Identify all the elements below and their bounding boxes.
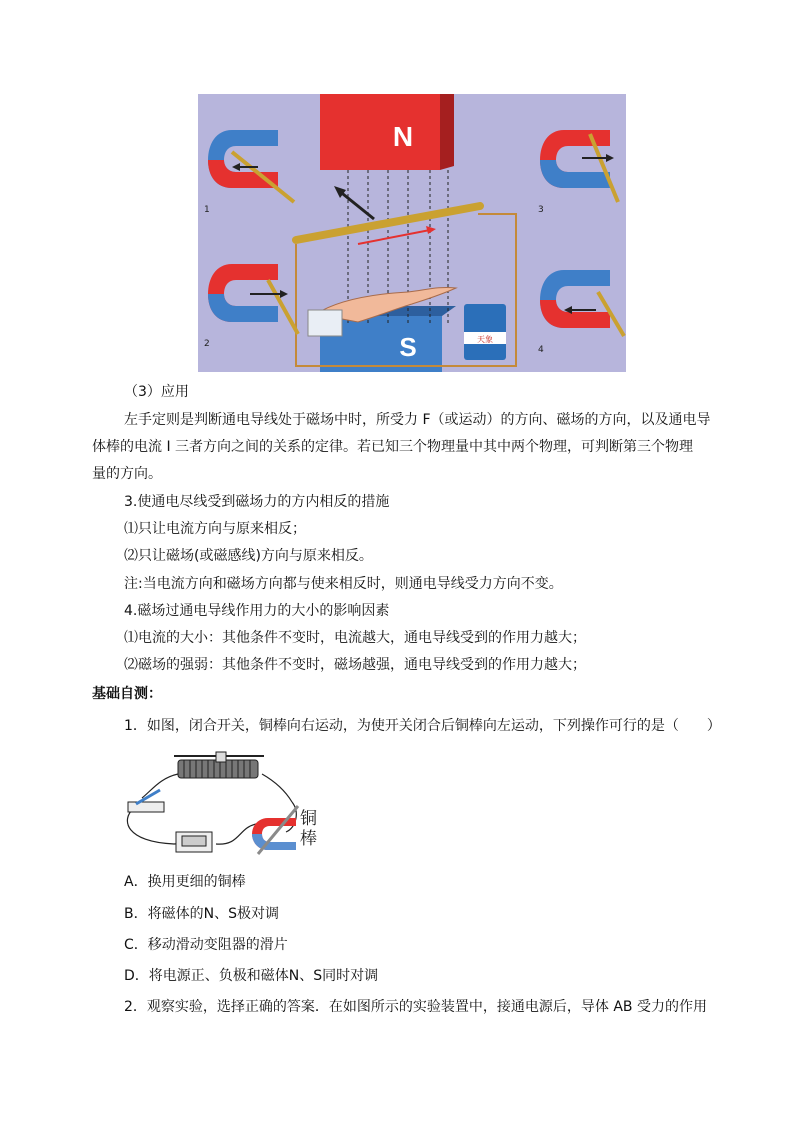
question-1: 1．如图，闭合开关，铜棒向右运动，为使开关闭合后铜棒向左运动，下列操作可行的是（ ） xyxy=(124,718,721,734)
para-line-3: 量的方向。 xyxy=(92,466,162,482)
svg-text:3: 3 xyxy=(538,205,544,215)
svg-text:4: 4 xyxy=(538,345,544,355)
n-label: N xyxy=(392,121,414,152)
svg-text:2: 2 xyxy=(204,339,210,349)
question-2: 2．观察实验，选择正确的答案．在如图所示的实验装置中，接通电源后，导体 AB 受力的作用 xyxy=(124,999,707,1015)
item4-a: ⑴电流的大小：其他条件不变时，电流越大，通电导线受到的作用力越大； xyxy=(124,630,586,646)
n-pole-block xyxy=(320,94,440,170)
item3-b: ⑵只让磁场(或磁感线)方向与原来相反。 xyxy=(124,548,373,564)
circuit-figure xyxy=(120,748,330,860)
item3-title: 3.使通电尽线受到磁场力的方内相反的措施 xyxy=(124,494,390,510)
option-c: C．移动滑动变阻器的滑片 xyxy=(124,937,288,953)
option-b: B．将磁体的N、S极对调 xyxy=(124,906,279,922)
item3-a: ⑴只让电流方向与原来相反； xyxy=(124,521,306,537)
note: 注:当电流方向和磁场方向都与使来相反时，则通电导线受力方向不变。 xyxy=(124,576,563,592)
switch xyxy=(128,802,164,812)
svg-text:1: 1 xyxy=(204,205,210,215)
para-line-1: 左手定则是判断通电导线处于磁场中时，所受力 F（或运动）的方向、磁场的方向，以及通电导 xyxy=(124,412,711,428)
self-test-heading: 基础自测： xyxy=(92,686,162,702)
s-label: S xyxy=(399,332,417,362)
section-heading: （3）应用 xyxy=(124,384,189,400)
copper-label-2: 棒 xyxy=(300,829,317,849)
option-a: A．换用更细的铜棒 xyxy=(124,874,246,890)
copper-label-1: 铜 xyxy=(300,809,317,829)
option-d: D．将电源正、负极和磁体N、S同时对调 xyxy=(124,968,379,984)
item4-title: 4.磁场过通电导线作用力的大小的影响因素 xyxy=(124,603,390,619)
item4-b: ⑵磁场的强弱：其他条件不变时，磁场越强，通电导线受到的作用力越大； xyxy=(124,657,586,673)
para-line-2: 体棒的电流 I 三者方向之间的关系的定律。若已知三个物理量中其中两个物理，可判断第三个物理 xyxy=(92,439,694,455)
svg-text:天象: 天象 xyxy=(477,335,493,344)
left-hand-rule-figure xyxy=(198,94,626,372)
